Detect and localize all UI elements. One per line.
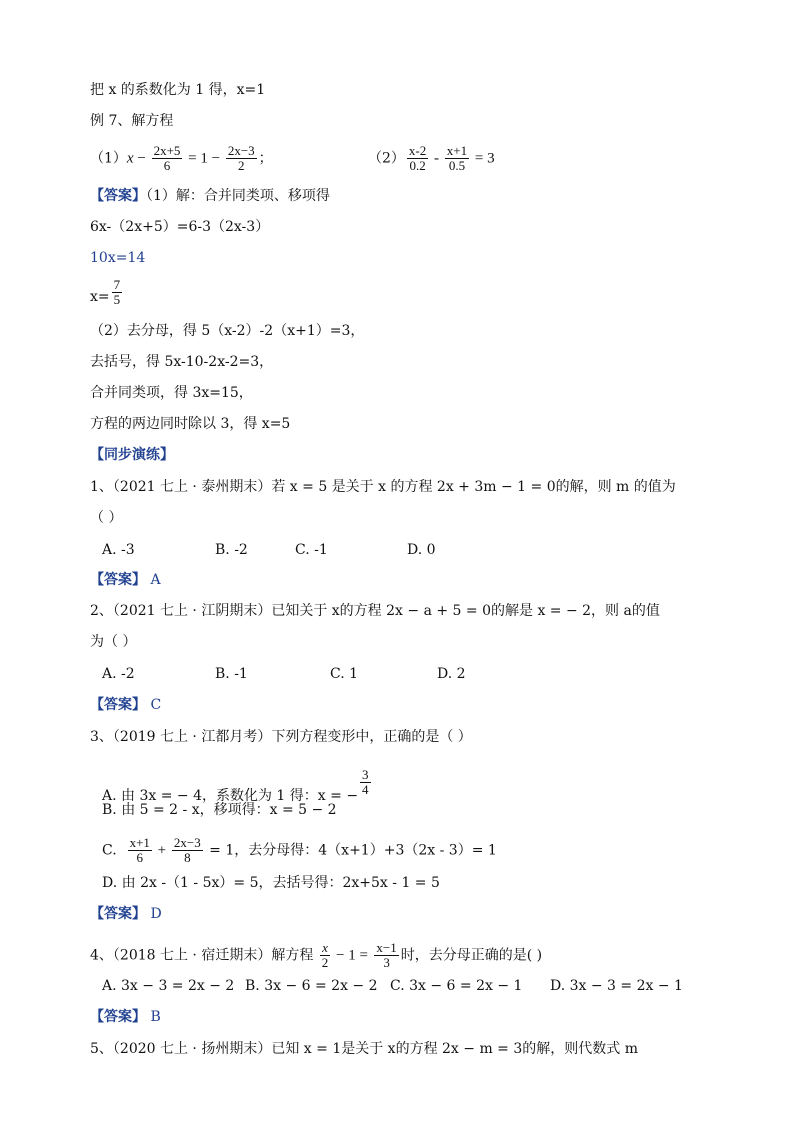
fraction	[360, 768, 371, 797]
option: D. 0	[407, 542, 436, 558]
denominator: 2	[321, 955, 329, 970]
question-text: 4、（2018 七上 · 宿迁期末）解方程	[90, 947, 314, 964]
math-op: = 1 −	[184, 150, 224, 167]
option: A. -2	[102, 666, 135, 682]
answer-line	[90, 570, 161, 590]
solution-step: 6x-（2x+5）=6-3（2x-3）	[90, 219, 270, 235]
question-2: 2、（2021 七上 · 江阴期末）已知关于 x的方程 2x − a + 5 = 0的解是 x = − 2，则 a的值	[90, 603, 660, 619]
denominator: 0.2	[409, 158, 426, 173]
question-1-bracket: （ ）	[90, 510, 123, 526]
math-op: −	[133, 150, 150, 167]
answer-tag: 【答案】	[90, 188, 146, 204]
punctuation: ；	[258, 150, 273, 167]
solution-step: 10x=14	[90, 250, 146, 266]
answer-line	[90, 695, 161, 715]
math-op: − 1 =	[332, 947, 368, 964]
math-op: -	[430, 150, 443, 167]
option-letter: C.	[102, 842, 117, 859]
fraction	[445, 144, 469, 173]
answer-value: A	[150, 572, 161, 588]
numerator: 2x−3	[227, 143, 255, 158]
fraction	[407, 144, 428, 173]
denominator: 4	[362, 782, 369, 797]
numerator: x	[320, 941, 331, 956]
equation-2	[368, 144, 495, 173]
option: C. 3x − 6 = 2x − 1	[390, 978, 523, 994]
numerator: 7	[113, 277, 121, 292]
answer-tag: 【答案】	[90, 697, 146, 713]
answer-line	[90, 904, 162, 924]
option: D. 3x − 3 = 2x − 1	[550, 978, 683, 994]
fraction	[172, 836, 203, 865]
denominator: 8	[184, 850, 191, 865]
option: C. 1	[330, 666, 359, 682]
math-op: = 3	[471, 150, 495, 167]
question-2-bracket: 为（ ）	[90, 634, 137, 650]
option: D. 2	[437, 666, 466, 682]
question-5: 5、（2020 七上 · 扬州期末）已知 x = 1是关于 x的方程 2x − m = 3的解，则代数式 m	[90, 1041, 638, 1057]
answer-value: B	[150, 1009, 161, 1025]
numerator: 3	[362, 767, 369, 782]
numerator: x−1	[376, 940, 397, 955]
numerator: x-2	[408, 143, 427, 158]
answer-tag: 【答案】	[90, 1009, 146, 1025]
example-heading: 例 7、解方程	[90, 113, 174, 129]
answer-tag: 【答案】	[90, 572, 146, 588]
fraction	[226, 144, 257, 173]
math-var: x=	[90, 289, 110, 305]
solution-step: 去括号，得 5x-10-2x-2=3，	[90, 354, 274, 370]
solution-step: 方程的两边同时除以 3，得 x=5	[90, 416, 291, 432]
denominator: 6	[136, 850, 143, 865]
question-text: 时，去分母正确的是( )	[400, 947, 543, 964]
numerator: x+1	[446, 143, 468, 158]
numerator: x+1	[129, 835, 150, 850]
question-3: 3、（2019 七上 · 江都月考）下列方程变形中，正确的是（ ）	[90, 729, 472, 745]
denominator: 6	[163, 158, 171, 173]
option-text: A. 由 3x = − 4，系数化为 1 得：x = −	[102, 788, 359, 804]
solution-step: （2）去分母，得 5（x-2）-2（x+1）=3，	[90, 323, 365, 339]
denominator: 5	[113, 292, 121, 307]
equation-label: （1）	[90, 150, 127, 167]
option: B. 由 5 = 2 - x，移项得：x = 5 − 2	[102, 802, 337, 818]
answer-value: C	[150, 697, 162, 713]
option: B. -2	[215, 542, 248, 558]
option: A. 3x − 3 = 2x − 2	[102, 978, 235, 994]
numerator: 2x−3	[173, 835, 201, 850]
denominator: 0.5	[448, 158, 466, 173]
option: D. 由 2x -（1 - 5x）= 5，去括号得：2x+5x - 1 = 5	[102, 875, 440, 891]
answer-tag: 【答案】	[90, 906, 146, 922]
equation-label: （2）	[368, 150, 405, 167]
option: B. -1	[215, 666, 248, 682]
fraction	[152, 144, 183, 173]
option: A. -3	[102, 542, 135, 558]
numerator: 2x+5	[153, 143, 181, 158]
denominator: 2	[238, 158, 245, 173]
answer-line	[90, 186, 330, 206]
denominator: 3	[383, 955, 390, 970]
solution-step	[90, 278, 124, 307]
option: C. -1	[295, 542, 328, 558]
fraction	[128, 836, 152, 865]
solution-step: 合并同类项，得 3x=15，	[90, 385, 253, 401]
option	[102, 836, 497, 865]
equation-1	[90, 144, 273, 173]
option-text: = 1，去分母得：4（x+1）+3（2x - 3）= 1	[204, 842, 497, 859]
answer-line	[90, 1007, 161, 1027]
answer-text: （1）解：合并同类项、移项得	[146, 188, 330, 204]
question-1: 1、（2021 七上 · 泰州期末）若 x = 5 是关于 x 的方程 2x + 3m − 1 = 0的解，则 m 的值为	[90, 479, 676, 495]
math-var: x	[126, 150, 134, 167]
option: B. 3x − 6 = 2x − 2	[245, 978, 378, 994]
answer-value: D	[150, 906, 162, 922]
fraction	[374, 941, 398, 970]
section-heading: 【同步演练】	[90, 447, 174, 463]
math-op: +	[153, 842, 170, 859]
fraction	[320, 941, 331, 970]
text-line: 把 x 的系数化为 1 得，x=1	[90, 82, 266, 98]
question-4	[90, 941, 542, 970]
fraction	[112, 278, 123, 307]
